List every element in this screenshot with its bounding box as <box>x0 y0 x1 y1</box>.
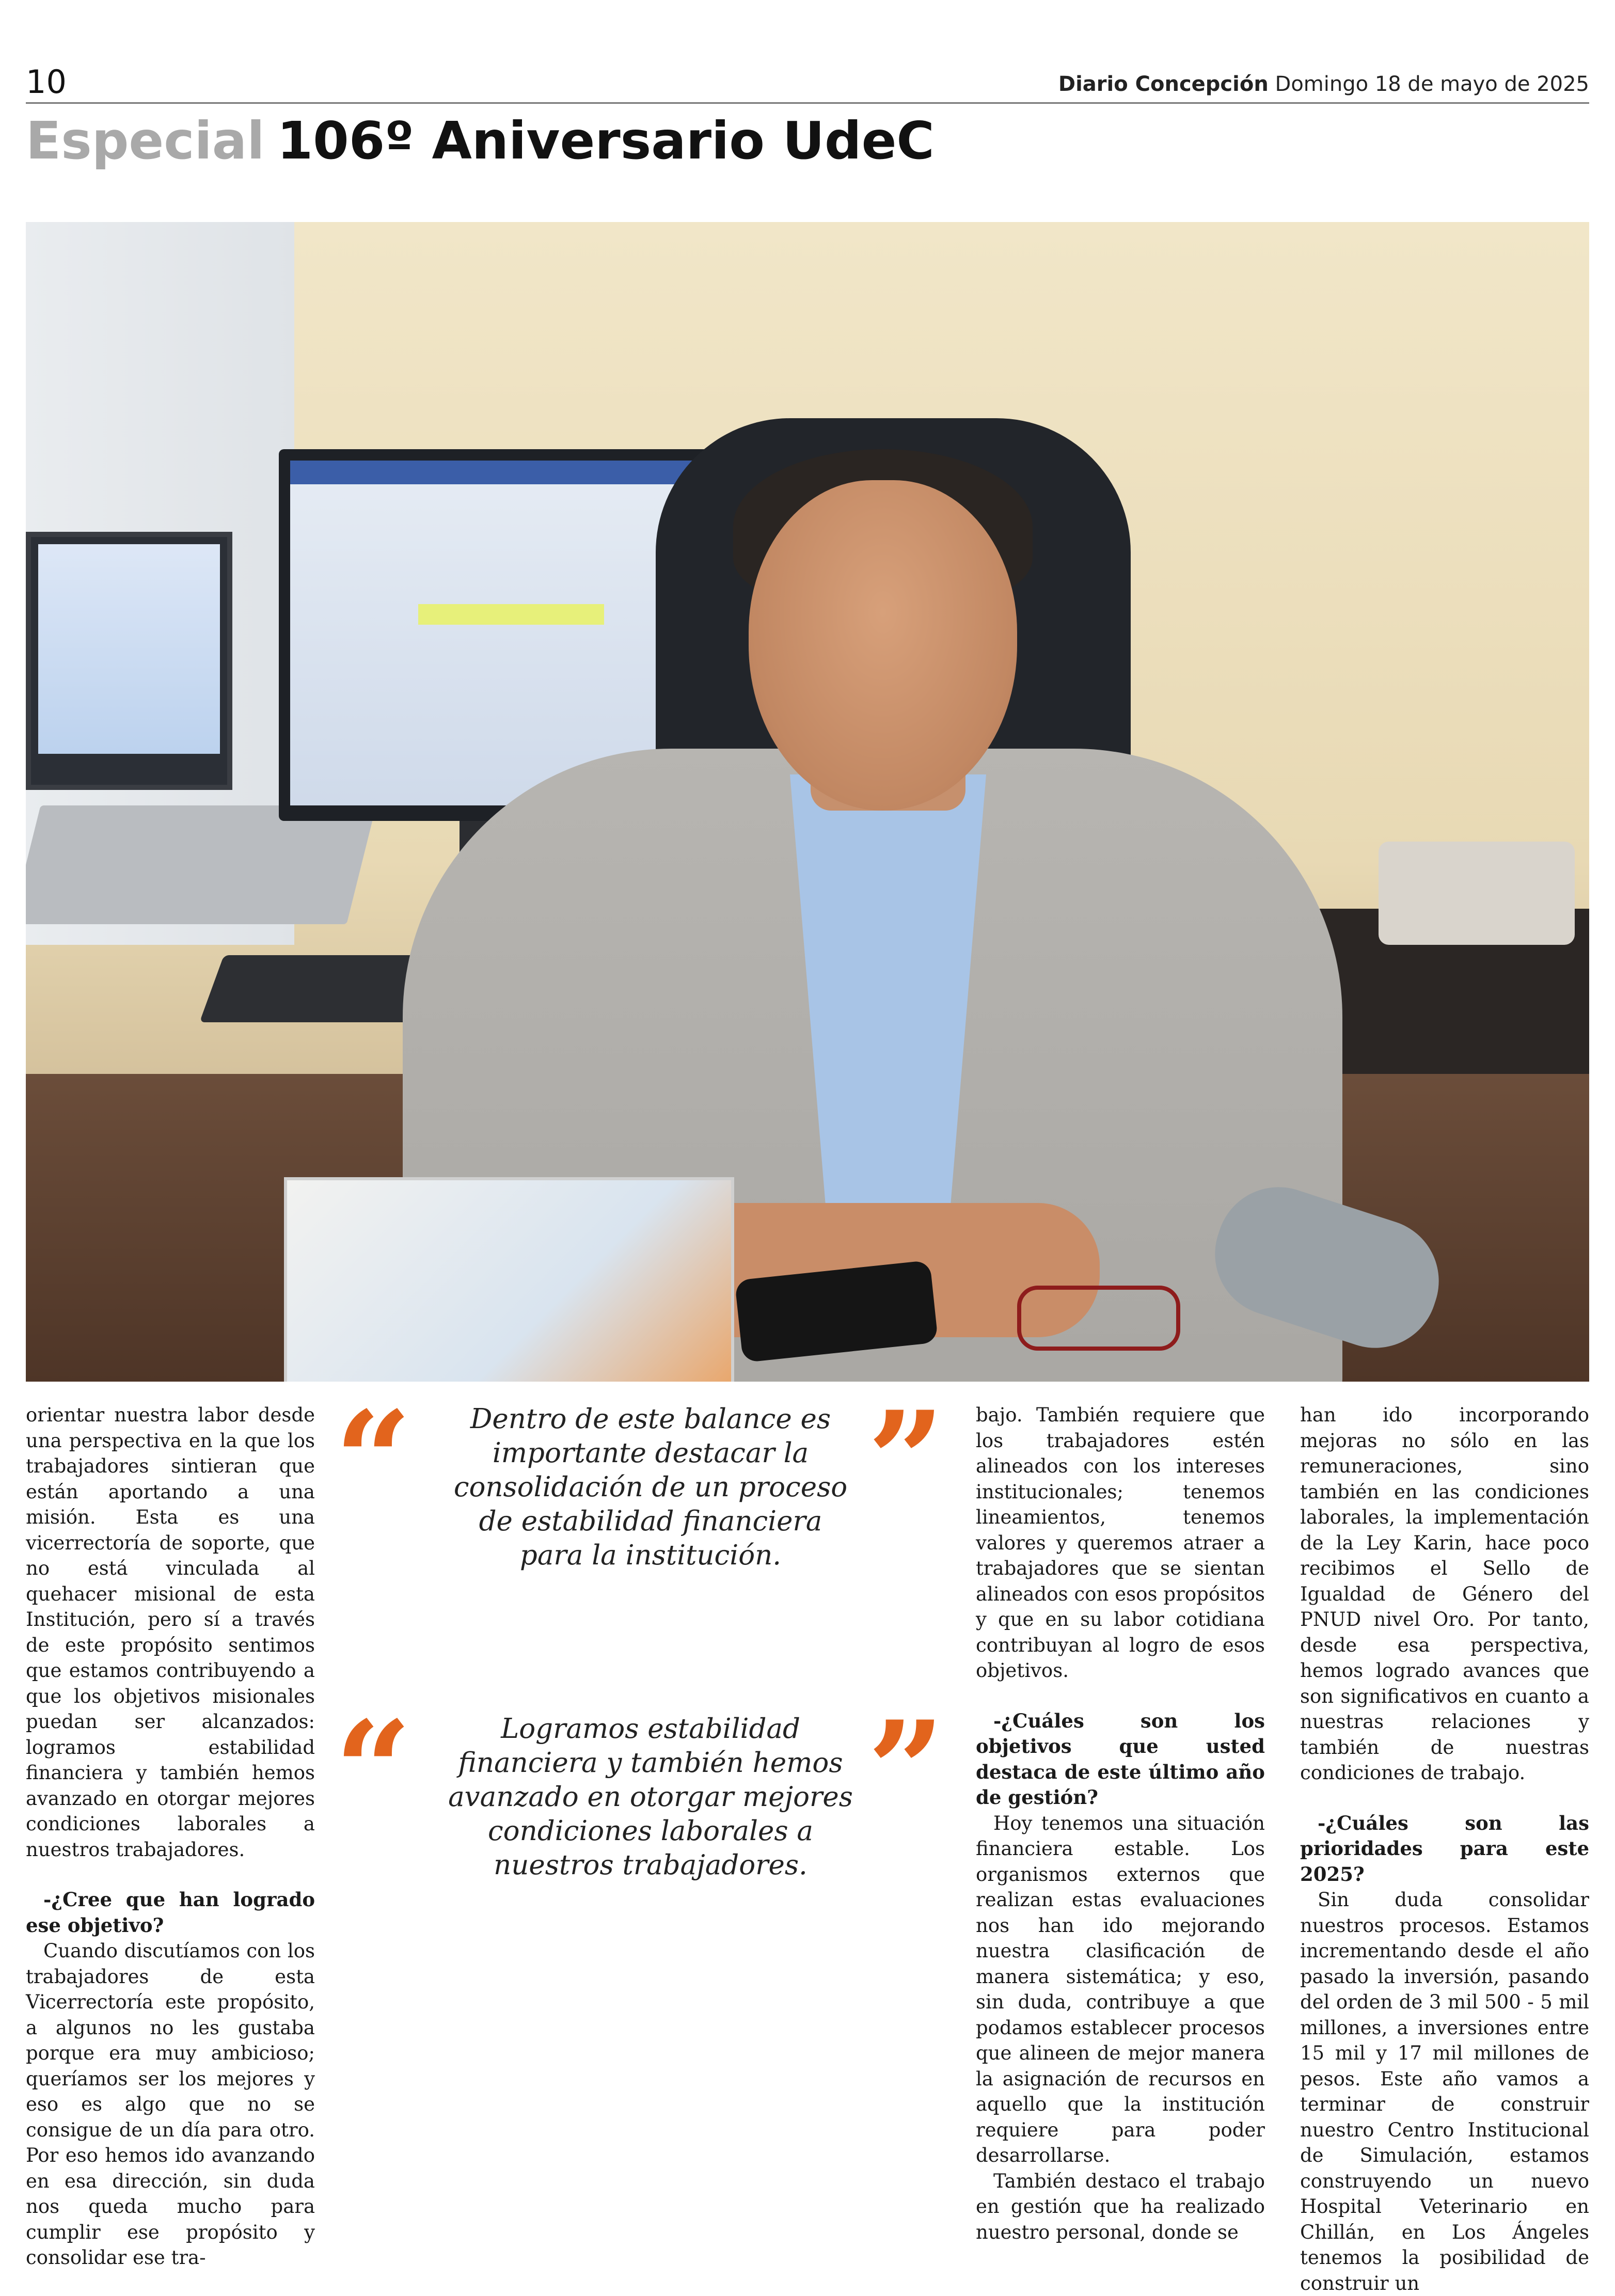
pull-quote-2: Logramos estabilidad financiera y también hemos avanzado en otorgar mejores condiciones laborales a nuestros trabajadores. <box>448 1713 853 1881</box>
pull-quote-1: Dentro de este balance es importante destacar la consolidación de un proceso de estabilidad financiera para la institución. <box>453 1403 848 1571</box>
glasses <box>1017 1286 1180 1351</box>
paragraph: orientar nuestra labor desde una perspectiva en la que los trabajadores sintieran que están aportando a una misión. Esta es una vicerrectoría de soporte, que no está vinculada al quehacer misional de esta Institución, pero sí a través de este propósito sentimos que estamos contribuyendo a que los objetivos misionales puedan ser alcanzados: logramos estabilidad financiera y también hemos avanzado en otorgar mejores condiciones laborales a nuestros trabajadores. <box>26 1404 315 1861</box>
open-quote-icon: “ <box>335 1692 412 1849</box>
face <box>749 480 1017 811</box>
open-quote-icon: “ <box>335 1382 412 1540</box>
interview-question: -¿Cree que han logrado ese objetivo? <box>26 1888 315 1937</box>
interview-question: -¿Cuáles son los objetivos que usted destaca de este último año de gestión? <box>976 1709 1265 1809</box>
paragraph: Hoy tenemos una situación financiera estable. Los organismos externos que realizan estas evaluaciones nos han ido mejorando nuestra clasificación de manera sistemática; y eso, sin duda, contribuye a que podamos establecer procesos que alineen de mejor manera la asignación de recursos en aquello que la institución requiere para poder desarrollarse. <box>976 1812 1265 2166</box>
paragraph: Sin duda consolidar nuestros procesos. Estamos incrementando desde el año pasado la inversión, pasando del orden de 3 mil 500 - 5 mil millones, a inversiones entre 15 mil y 17 mil millones de pesos. Este año vamos a terminar de construir nuestro Centro Institucional de Simulación, estamos construyendo un nuevo Hospital Veterinario en Chillán, en Los Ángeles tenemos la posibilidad de construir un <box>1300 1889 1589 2294</box>
interview-question: -¿Cuáles son las prioridades para este 2025? <box>1300 1811 1589 1886</box>
article-column-3 <box>976 1402 1265 2245</box>
header-meta <box>1058 72 1589 96</box>
close-quote-icon: ” <box>867 1692 945 1849</box>
laptop-base <box>26 805 376 924</box>
paragraph: bajo. También requiere que los trabajadores estén alineados con los intereses institucionales; tenemos lineamientos, tenemos valores y queremos atraer a trabajadores que se sientan alineados con esos propósitos y que en su labor cotidiana contribuyan al logro de esos objetivos. <box>976 1404 1265 1682</box>
laptop-screen <box>26 532 232 790</box>
page-header <box>26 58 1589 104</box>
paragraph: Cuando discutíamos con los trabajadores de esta Vicerrectoría este propósito, a algunos no les gustaba porque era muy ambicioso; queríamos ser los mejores y eso es algo que no se consigue de un día para otro. Por eso hemos ido avanzando en esa dirección, sin duda nos queda mucho para cumplir ese propósito y consolidar ese tra- <box>26 1940 315 2269</box>
section-tag: Especial <box>26 110 265 171</box>
article-column-4 <box>1300 1402 1589 2296</box>
issue-date: Domingo 18 de mayo de 2025 <box>1275 72 1589 96</box>
section-title: 106º Aniversario UdeC <box>277 110 935 171</box>
paragraph: han ido incorporando mejoras no sólo en las remuneraciones, sino también en las condiciones laborales, la implementación de la Ley Karin, hace poco recibimos el Sello de Igualdad de Género del PNUD nivel Oro. Por tanto, desde esa perspectiva, hemos logrado avances que son significativos en cuanto a nuestras relaciones y también de nuestras condiciones de trabajo. <box>1300 1404 1589 1784</box>
paragraph: También destaco el trabajo en gestión que ha realizado nuestro personal, donde se <box>976 2170 1265 2243</box>
desk-calendar <box>284 1177 734 1382</box>
newspaper-name: Diario Concepción <box>1058 72 1269 96</box>
shelf-items <box>1379 842 1575 945</box>
section-heading <box>26 110 935 172</box>
portrait-photo <box>26 222 1589 1382</box>
close-quote-icon: ” <box>867 1382 945 1540</box>
article-column-1 <box>26 1402 315 2271</box>
page-number: 10 <box>26 63 67 101</box>
